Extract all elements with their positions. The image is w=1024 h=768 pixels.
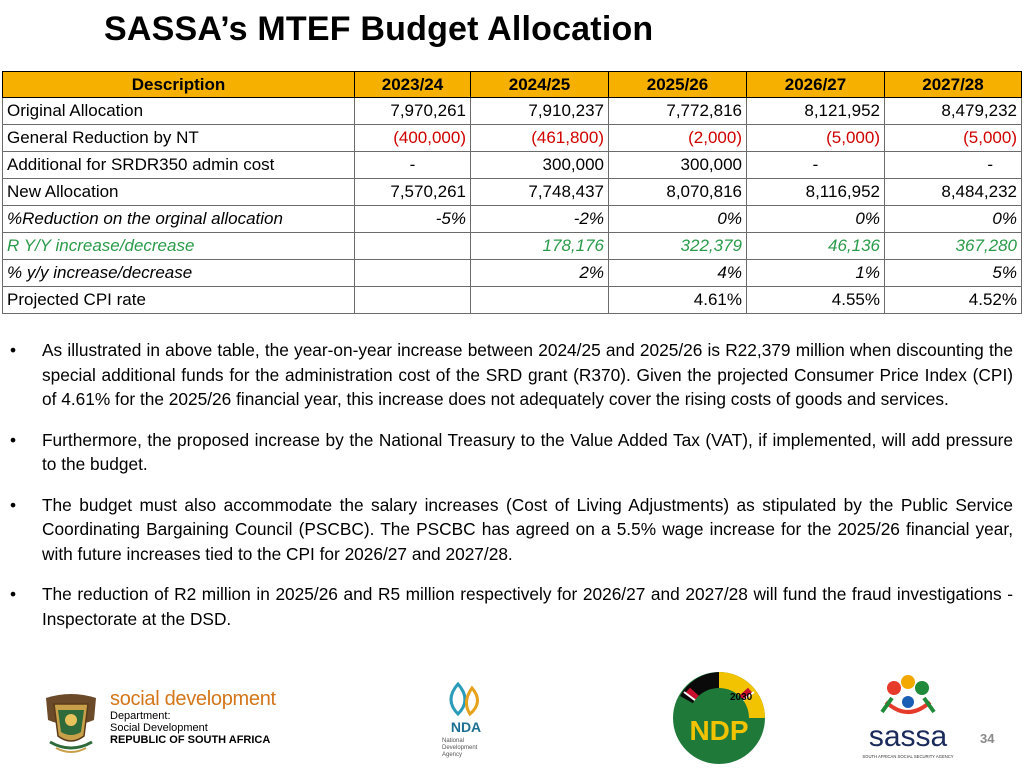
row-label: % y/y increase/decrease [3, 260, 355, 287]
table-cell: 46,136 [747, 233, 885, 260]
table-cell: 8,116,952 [747, 179, 885, 206]
table-cell: 8,484,232 [885, 179, 1022, 206]
table-cell: - [355, 152, 471, 179]
row-label: Additional for SRDR350 admin cost [3, 152, 355, 179]
table-row [3, 179, 1022, 206]
column-header: Description [3, 72, 355, 98]
dsd-line1: Department: [110, 710, 171, 722]
table-cell: 7,970,261 [355, 98, 471, 125]
table-cell: 322,379 [609, 233, 747, 260]
table-cell: 0% [609, 206, 747, 233]
table-cell: (2,000) [609, 125, 747, 152]
table-cell: (5,000) [747, 125, 885, 152]
table-row [3, 260, 1022, 287]
bullet-icon: • [10, 340, 17, 360]
bullet-icon: • [10, 429, 17, 450]
table-cell: 7,748,437 [471, 179, 609, 206]
sassa-tagline: SOUTH AFRICAN SOCIAL SECURITY AGENCY [862, 754, 954, 759]
nda-line2: Development [442, 745, 478, 751]
table-cell: 4.52% [885, 287, 1022, 314]
bullet-text: Furthermore, the proposed increase by the National Treasury to the Value Added Tax (VAT), if implemented, will add pressure to the budget. [42, 429, 1013, 474]
table-cell [355, 287, 471, 314]
sassa-name: sassa [868, 720, 948, 753]
table-cell: 0% [885, 206, 1022, 233]
table-row [3, 287, 1022, 314]
bullet-list [10, 338, 1013, 647]
dsd-logo-text [110, 688, 276, 746]
column-header: 2025/26 [609, 72, 747, 98]
table-cell: (5,000) [885, 125, 1022, 152]
row-label: New Allocation [3, 179, 355, 206]
table-cell: 4.55% [747, 287, 885, 314]
table-cell: 8,070,816 [609, 179, 747, 206]
column-header: 2024/25 [471, 72, 609, 98]
bullet-item [10, 493, 1013, 567]
table-cell [355, 233, 471, 260]
table-cell: 8,479,232 [885, 98, 1022, 125]
page-number: 34 [980, 731, 995, 746]
table-cell: 7,570,261 [355, 179, 471, 206]
row-label: Original Allocation [3, 98, 355, 125]
table-cell: 300,000 [471, 152, 609, 179]
table-cell: -5% [355, 206, 471, 233]
table-header-row [3, 72, 1022, 98]
table-cell: 2% [471, 260, 609, 287]
column-header: 2026/27 [747, 72, 885, 98]
bullet-item [10, 338, 1013, 412]
table-cell: - [885, 152, 1022, 179]
table-cell: 7,910,237 [471, 98, 609, 125]
table-cell: 4% [609, 260, 747, 287]
table-cell: 0% [747, 206, 885, 233]
row-label: General Reduction by NT [3, 125, 355, 152]
row-label: %Reduction on the orginal allocation [3, 206, 355, 233]
table-row [3, 233, 1022, 260]
dsd-brand: social development [110, 688, 276, 710]
table-row [3, 206, 1022, 233]
table-cell: 178,176 [471, 233, 609, 260]
budget-table [2, 71, 1022, 314]
bullet-icon: • [10, 494, 17, 515]
table-cell: -2% [471, 206, 609, 233]
ndp-year: 2030 [730, 692, 753, 703]
ndp-logo-icon [670, 670, 768, 766]
bullet-text: The reduction of R2 million in 2025/26 and R5 million respectively for 2026/27 and 2027/28 will fund the fraud investigations -Inspectorate at the DSD. [42, 584, 1013, 629]
nda-logo-icon [436, 680, 496, 760]
sassa-logo-icon [852, 668, 964, 764]
table-cell: - [747, 152, 885, 179]
table-cell: 367,280 [885, 233, 1022, 260]
table-row [3, 152, 1022, 179]
table-cell: 1% [747, 260, 885, 287]
column-header: 2027/28 [885, 72, 1022, 98]
bullet-text: As illustrated in above table, the year-on-year increase between 2024/25 and 2025/26 is R22,379 million when discounting the special additional funds for the administration cost of the SRD grant (R370). Given the projected Consumer Price Index (CPI) of 4.61% for the 2025/26 financial year, this increase does not adequately cover the rising costs of goods and services. [42, 340, 1013, 409]
dsd-line2: Social Development [110, 722, 208, 734]
table-cell: 7,772,816 [609, 98, 747, 125]
table-cell: 5% [885, 260, 1022, 287]
ndp-acronym: NDP [689, 715, 749, 746]
table-cell: 300,000 [609, 152, 747, 179]
row-label: R Y/Y increase/decrease [3, 233, 355, 260]
dsd-line3: REPUBLIC OF SOUTH AFRICA [110, 734, 271, 746]
table-row [3, 125, 1022, 152]
nda-line3: Agency [442, 752, 463, 758]
table-cell [471, 287, 609, 314]
bullet-item [10, 582, 1013, 631]
table-cell [355, 260, 471, 287]
page-title: SASSA’s MTEF Budget Allocation [104, 10, 654, 48]
row-label: Projected CPI rate [3, 287, 355, 314]
table-cell: (461,800) [471, 125, 609, 152]
table-cell: (400,000) [355, 125, 471, 152]
bullet-item [10, 428, 1013, 477]
nda-line1: National [442, 738, 465, 744]
bullet-text: The budget must also accommodate the salary increases (Cost of Living Adjustments) as stipulated by the Public Service Coordinating Bargaining Council (PSCBC). The PSCBC has agreed on a 5.5% wage increase for the 2025/26 financial year, with future increases tied to the CPI for 2026/27 and 2027/28. [42, 494, 1013, 564]
nda-acronym: NDA [450, 719, 482, 735]
bullet-icon: • [10, 584, 17, 604]
column-header: 2023/24 [355, 72, 471, 98]
table-cell: 4.61% [609, 287, 747, 314]
table-row [3, 98, 1022, 125]
table-cell: 8,121,952 [747, 98, 885, 125]
